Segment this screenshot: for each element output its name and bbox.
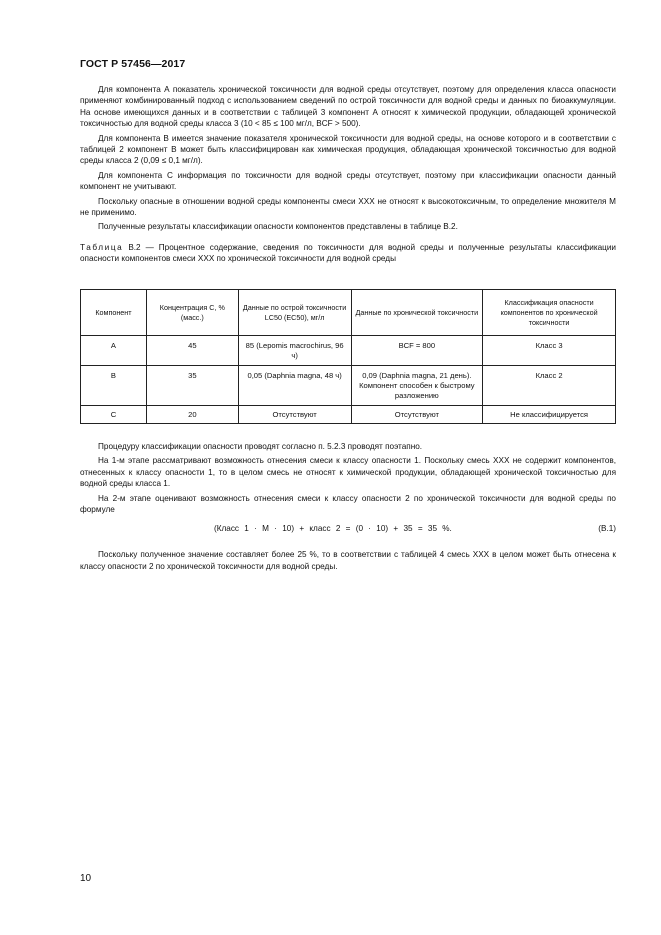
cell-concentration: 45: [146, 336, 238, 366]
cell-classification: Класс 3: [483, 336, 616, 366]
cell-chronic: BCF = 800: [351, 336, 483, 366]
procedure-text: [80, 441, 616, 575]
paragraph-conclusion: Поскольку полученное значение составляет более 25 %, то в соответствии с таблицей 4 смесь XXX в целом может быть отнесена к классу опасности 2 по хронической токсичности для водной среды.: [80, 550, 616, 571]
paragraph-multiplier: Поскольку опасные в отношении водной среды компоненты смеси XXX не относят к высокотоксичным, то определение множителя М не применимо.: [80, 196, 616, 218]
paragraph-stage-1: На 1-м этапе рассматривают возможность отнесения смеси к классу опасности 1. Поскольку смесь XXX не содержит компонентов, отнесенных к классу опасности 1, то в целом смесь не относят к химической продукции, обладающей хронической токсичностью для водной среды класса 1.: [80, 456, 616, 489]
classification-table: [80, 289, 616, 424]
header-concentration: Концентрация С, % (масс.): [146, 290, 238, 336]
header-component: Компонент: [81, 290, 147, 336]
cell-acute: 0,05 (Daphnia magna, 48 ч): [238, 366, 351, 406]
cell-component: В: [81, 366, 147, 406]
cell-chronic: 0,09 (Daphnia magna, 21 день). Компонент способен к быстрому разложению: [351, 366, 483, 406]
table-caption-number: В.2: [128, 242, 141, 252]
cell-concentration: 35: [146, 366, 238, 406]
table-caption-text: — Процентное содержание, сведения по токсичности для водной среды и полученные результаты классификации опасности компонентов смеси XXX по хронической токсичности для водной среды: [80, 242, 616, 264]
formula-number: (В.1): [598, 524, 616, 534]
cell-classification: Класс 2: [483, 366, 616, 406]
table-caption-label: Таблица: [80, 242, 124, 252]
paragraph-component-a: Для компонента А показатель хронической токсичности для водной среды отсутствует, поэтому для определения класса опасности применяют комбинированный подход с использованием сведений по острой токсичности для водной среды и данных по биоаккумуляции. На основе имеющихся данных и в соответствии с таблицей 3 компонент А относят к химической продукции, обладающей хронической токсичностью для водной среды класса 3 (10 < 85 ≤ 100 мг/л, BCF > 500).: [80, 85, 616, 129]
header-classification: Классификация опасности компонентов по хронической токсичности: [483, 290, 616, 336]
header-acute: Данные по острой токсичности LC50 (EC50), мг/л: [238, 290, 351, 336]
table-header-row: [81, 290, 616, 336]
body-text: [80, 84, 616, 271]
table-row: [81, 336, 616, 366]
cell-acute: 85 (Lepomis macrochirus, 96 ч): [238, 336, 351, 366]
cell-chronic: Отсутствуют: [351, 406, 483, 424]
page-number: 10: [80, 873, 92, 884]
classification-table-wrap: [80, 289, 616, 424]
formula: [80, 523, 616, 537]
table-caption: [80, 242, 616, 265]
paragraph-procedure: Процедуру классификации опасности проводят согласно п. 5.2.3 проводят поэтапно.: [98, 442, 423, 451]
table-row: [81, 406, 616, 424]
table-row: [81, 366, 616, 406]
cell-component: С: [81, 406, 147, 424]
cell-component: А: [81, 336, 147, 366]
cell-concentration: 20: [146, 406, 238, 424]
formula-expression: (Класс 1 · М · 10) + класс 2 = (0 · 10) + 35 = 35 %.: [214, 524, 452, 534]
cell-acute: Отсутствуют: [238, 406, 351, 424]
paragraph-stage-2: На 2-м этапе оценивают возможность отнесения смеси к классу опасности 2 по хронической токсичности для водной среды по формуле: [80, 493, 616, 515]
cell-classification: Не классифицируется: [483, 406, 616, 424]
paragraph-component-c: Для компонента С информация по токсичности для водной среды отсутствует, поэтому при классификации опасности данный компонент не учитывают.: [80, 170, 616, 192]
paragraph-results: Полученные результаты классификации опасности компонентов представлены в таблице В.2.: [98, 222, 458, 232]
header-chronic: Данные по хронической токсичности: [351, 290, 483, 336]
document-code-header: ГОСТ Р 57456—2017: [80, 58, 186, 70]
paragraph-component-b: Для компонента В имеется значение показателя хронической токсичности для водной среды, на основе которого и в соответствии с таблицей 2 компонент В может быть классифицирован как химическая продукция, обладающая хронической токсичностью для водной среды класса 2 (0,09 ≤ 0,1 мг/л).: [80, 133, 616, 166]
